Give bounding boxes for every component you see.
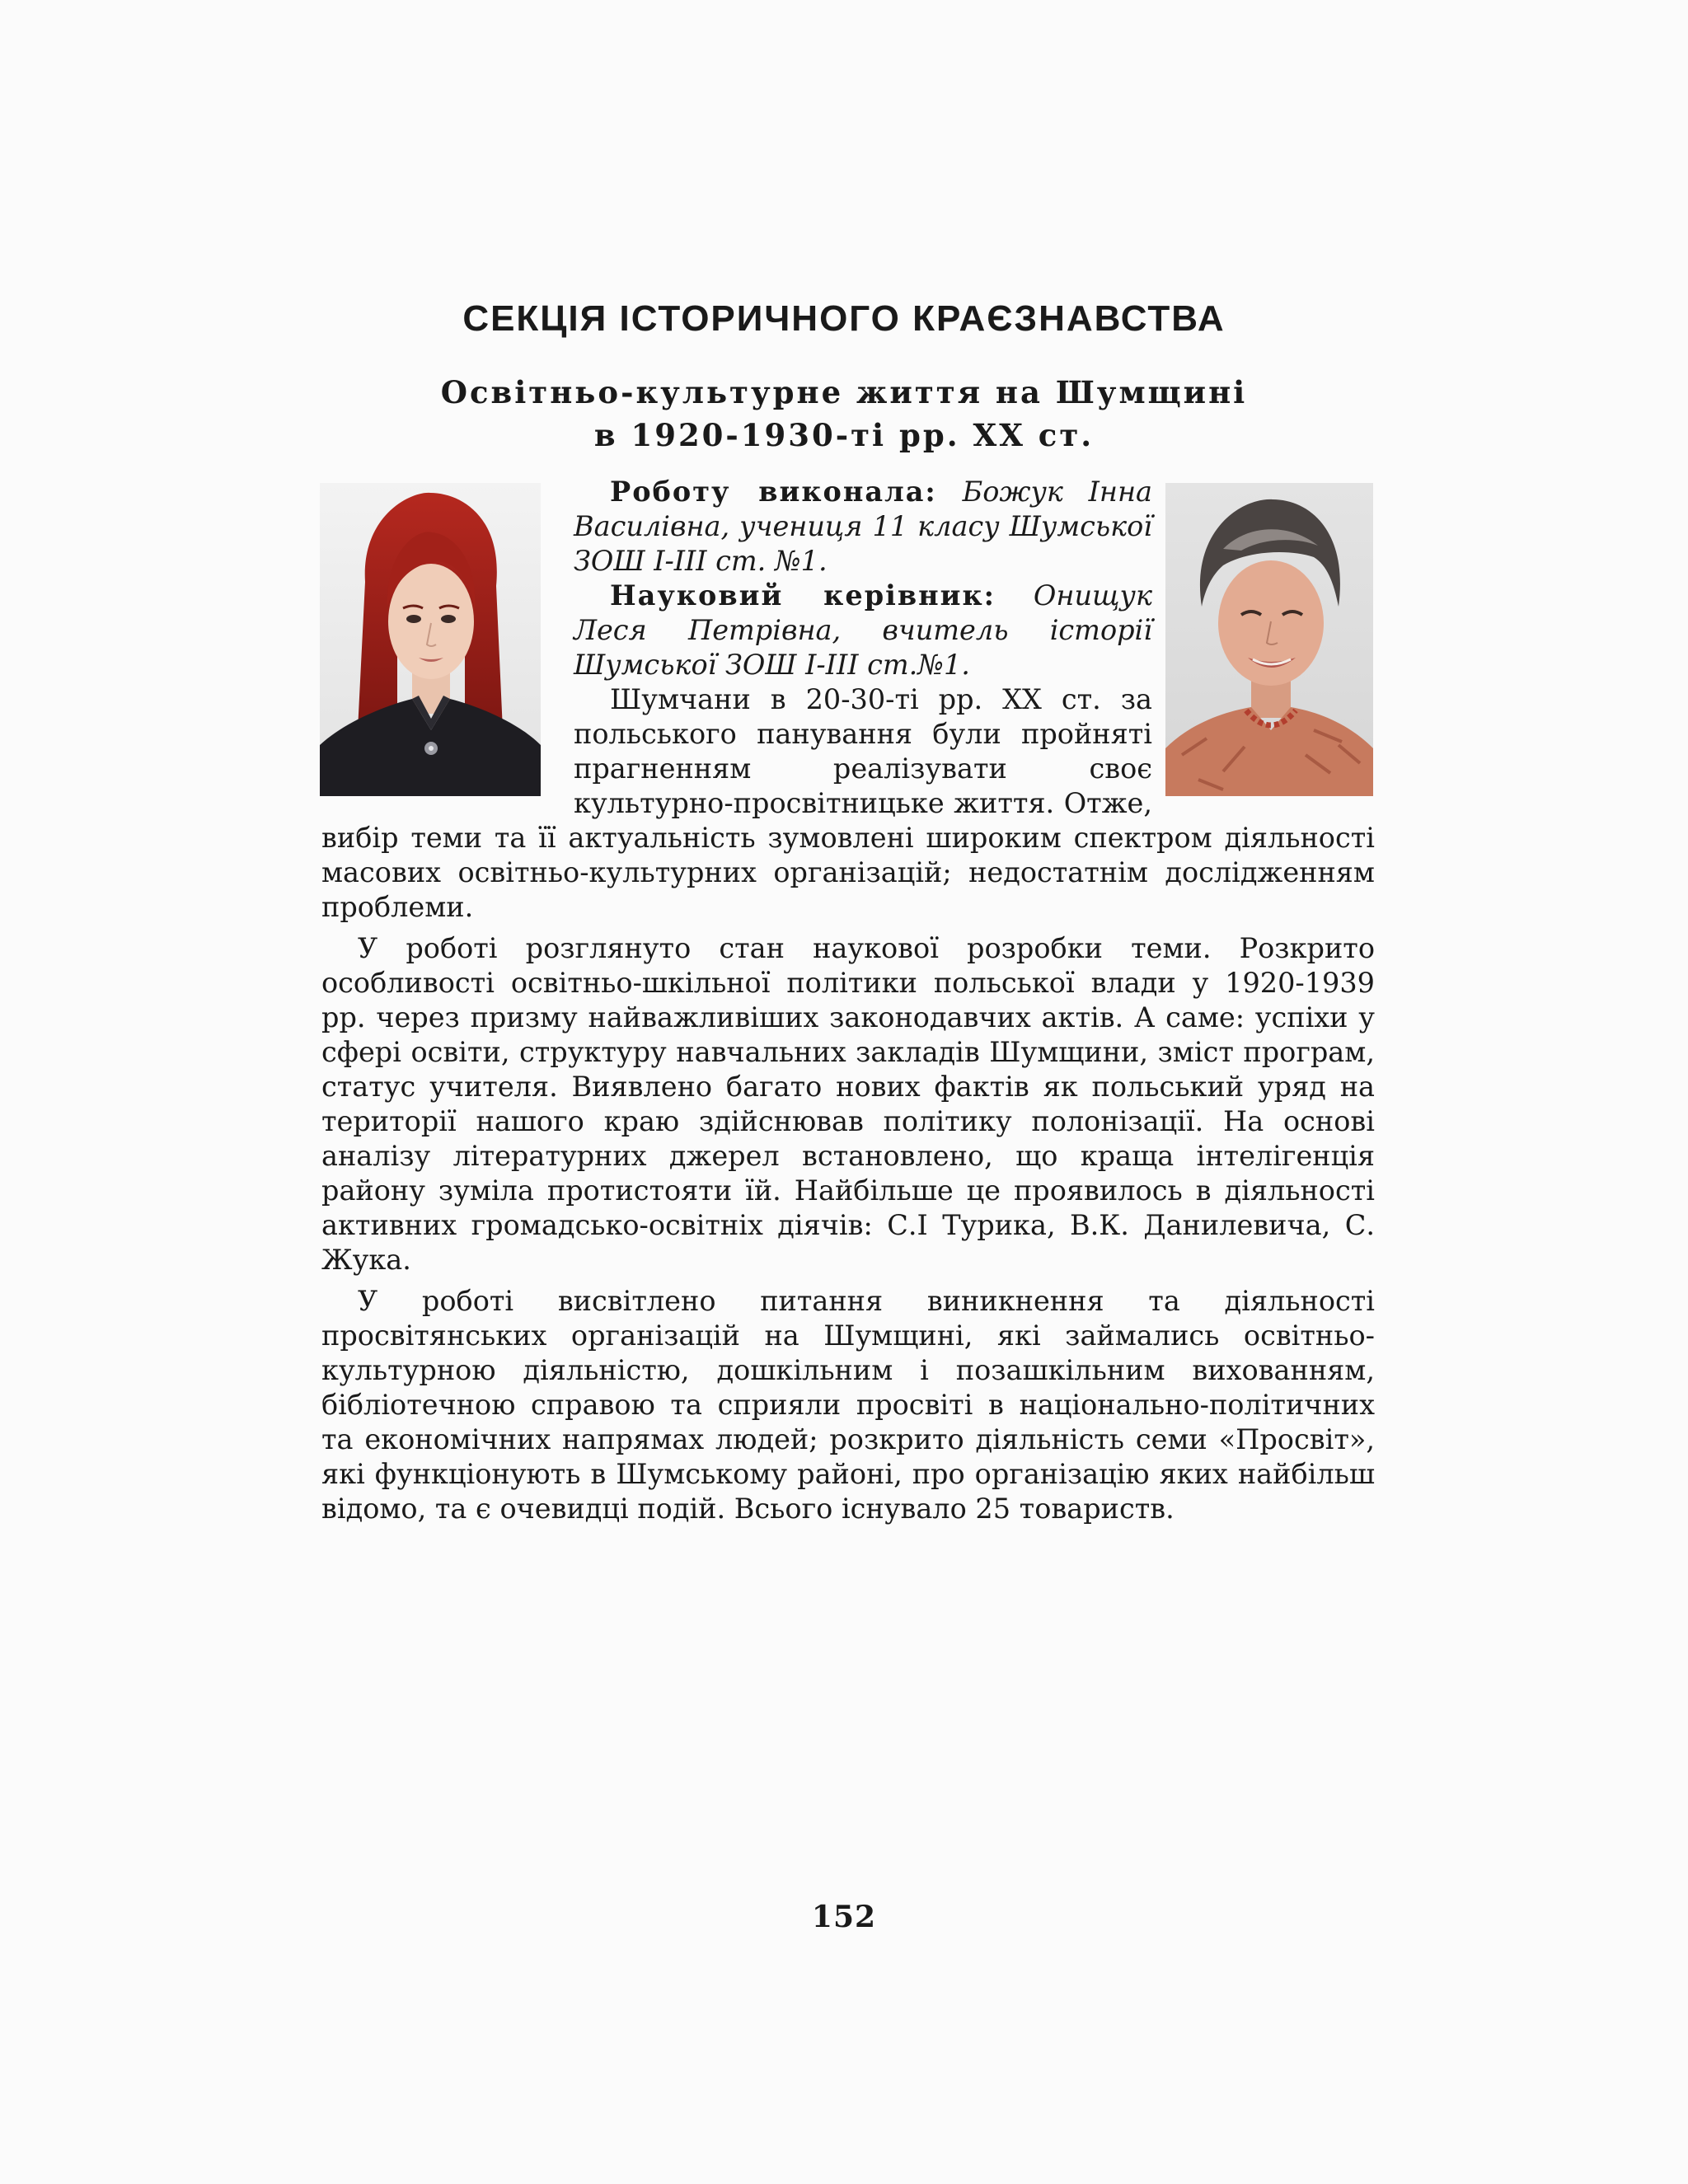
supervisor-label: Науковий керівник:	[610, 579, 996, 612]
paragraph-1: Шумчани в 20-30-ті рр. XX ст. за польського панування були пройняті прагненням реалізувати своє культурно-просвітницьке життя. Отже, вибір теми та її актуальність зумовлені широким спектром діяльності масових освітньо-культурних організацій; недостатнім дослідженням проблеми.	[321, 683, 1375, 923]
author-text: Божук Інна Василівна, учениця 11 класу Шумської ЗОШ І-ІІІ ст. №1.	[574, 476, 1152, 577]
paragraph-3: У роботі висвітлено питання виникнення та діяльності просвітянських організацій на Шумщині, які займались освітньо-культурною діяльністю, дошкільним і позашкільним вихованням, бібліотечною справою та сприяли просвіті в національно-політичних та економічних напрямах людей; розкрито діяльність семи «Просвіт», які функціонують в Шумському районі, про організацію яких найбільш відомо, та є очевидці подій. Всього існувало 25 товариств.	[321, 1285, 1375, 1525]
work-title-line-1: Освітньо-культурне життя на Шумщині	[440, 374, 1248, 410]
supervisor-text: Онищук Леся Петрівна, вчитель історії Шумської ЗОШ І-ІІІ ст.№1.	[574, 579, 1152, 681]
right-photo-spacer	[1152, 475, 1375, 801]
work-title-line-2: в 1920-1930-ті рр. XX ст.	[593, 417, 1095, 453]
author-label: Роботу виконала:	[610, 476, 937, 508]
section-title: СЕКЦІЯ ІСТОРИЧНОГО КРАЄЗНАВСТВА	[462, 298, 1226, 339]
paragraph-2: У роботі розглянуто стан наукової розробки теми. Розкрито особливості освітньо-шкільної політики польської влади у 1920-1939 рр. через призму найважливіших законодавчих актів. А саме: успіхи у сфері освіти, структуру навчальних закладів Шумщини, зміст програм, статус учителя. Виявлено багато нових фактів як польський уряд на території нашого краю здійснював політику полонізації. На основі аналізу літературних джерел встановлено, що краща інтелігенція району зуміла протистояти їй. Найбільше це проявилось в діяльності активних громадсько-освітніх діячів: С.І Турика, В.К. Данилевича, С. Жука.	[321, 932, 1375, 1276]
left-photo-spacer	[321, 475, 574, 801]
abstract-text	[321, 475, 1375, 1526]
work-title	[0, 371, 1688, 457]
page-number: 152	[811, 1900, 877, 1934]
